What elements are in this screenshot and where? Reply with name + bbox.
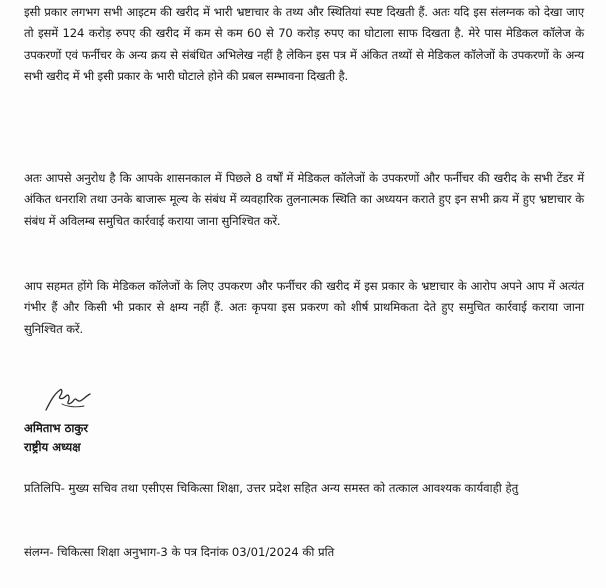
letter-paragraph-2: अतः आपसे अनुरोध है कि आपके शासनकाल में पिछले 8 वर्षों में मेडिकल कॉलेजों के उपकरणों और फर्नीचर की खरीद के सभी टेंडर में अंकित धनराशि तथा उनके बाजारू मूल्य के संबंध में व्यवहारिक तुलनात्मक स्थिति का अध्ययन कराते हुए इन सभी क्रय में हुए भ्रष्टाचार के संबंध में अविलम्ब समुचित कार्रवाई कराया जाना सुनिश्चित करें.	[24, 171, 584, 228]
signatory-designation: राष्ट्रीय अध्यक्ष	[24, 440, 81, 454]
handwritten-signature	[40, 384, 98, 414]
signature-block	[24, 419, 88, 457]
copy-to-line: प्रतिलिपि- मुख्य सचिव तथा एसीएस चिकित्सा शिक्षा, उत्तर प्रदेश सहित अन्य समस्त को तत्काल आवश्यक कार्यवाही हेतु	[24, 481, 519, 495]
letter-paragraph-3: आप सहमत होंगे कि मेडिकल कॉलेजों के लिए उपकरण और फर्नीचर की खरीद में इस प्रकार के भ्रष्टाचार के आरोप अपने आप में अत्यंत गंभीर हैं और किसी भी प्रकार से क्षम्य नहीं हैं. अतः कृपया इस प्रकरण को शीर्ष प्राथमिकता देते हुए समुचित कार्रवाई कराया जाना सुनिश्चित करें.	[24, 279, 584, 336]
letter-paragraph-1: इसी प्रकार लगभग सभी आइटम की खरीद में भारी भ्रष्टाचार के तथ्य और स्थितियां स्पष्ट दिखती हैं. अतः यदि इस संलग्नक को देखा जाए तो इसमें 124 करोड़ रुपए की खरीद में कम से कम 60 से 70 करोड़ रुपए का घोटाला साफ दिखता है. मेरे पास मेडिकल कॉलेज के उपकरणों एवं फर्नीचर के अन्य क्रय से संबंधित अभिलेख नहीं है लेकिन इस पत्र में अंकित तथ्यों से मेडिकल कॉलेजों के उपकरणों के अन्य सभी खरीद में भी इसी प्रकार के भारी घोटाले होने की प्रबल सम्भावना दिखती है.	[24, 5, 584, 84]
signatory-name: अमिताभ ठाकुर	[24, 421, 88, 435]
enclosure-line: संलग्न- चिकित्सा शिक्षा अनुभाग-3 के पत्र दिनांक 03/01/2024 की प्रति	[24, 545, 335, 559]
